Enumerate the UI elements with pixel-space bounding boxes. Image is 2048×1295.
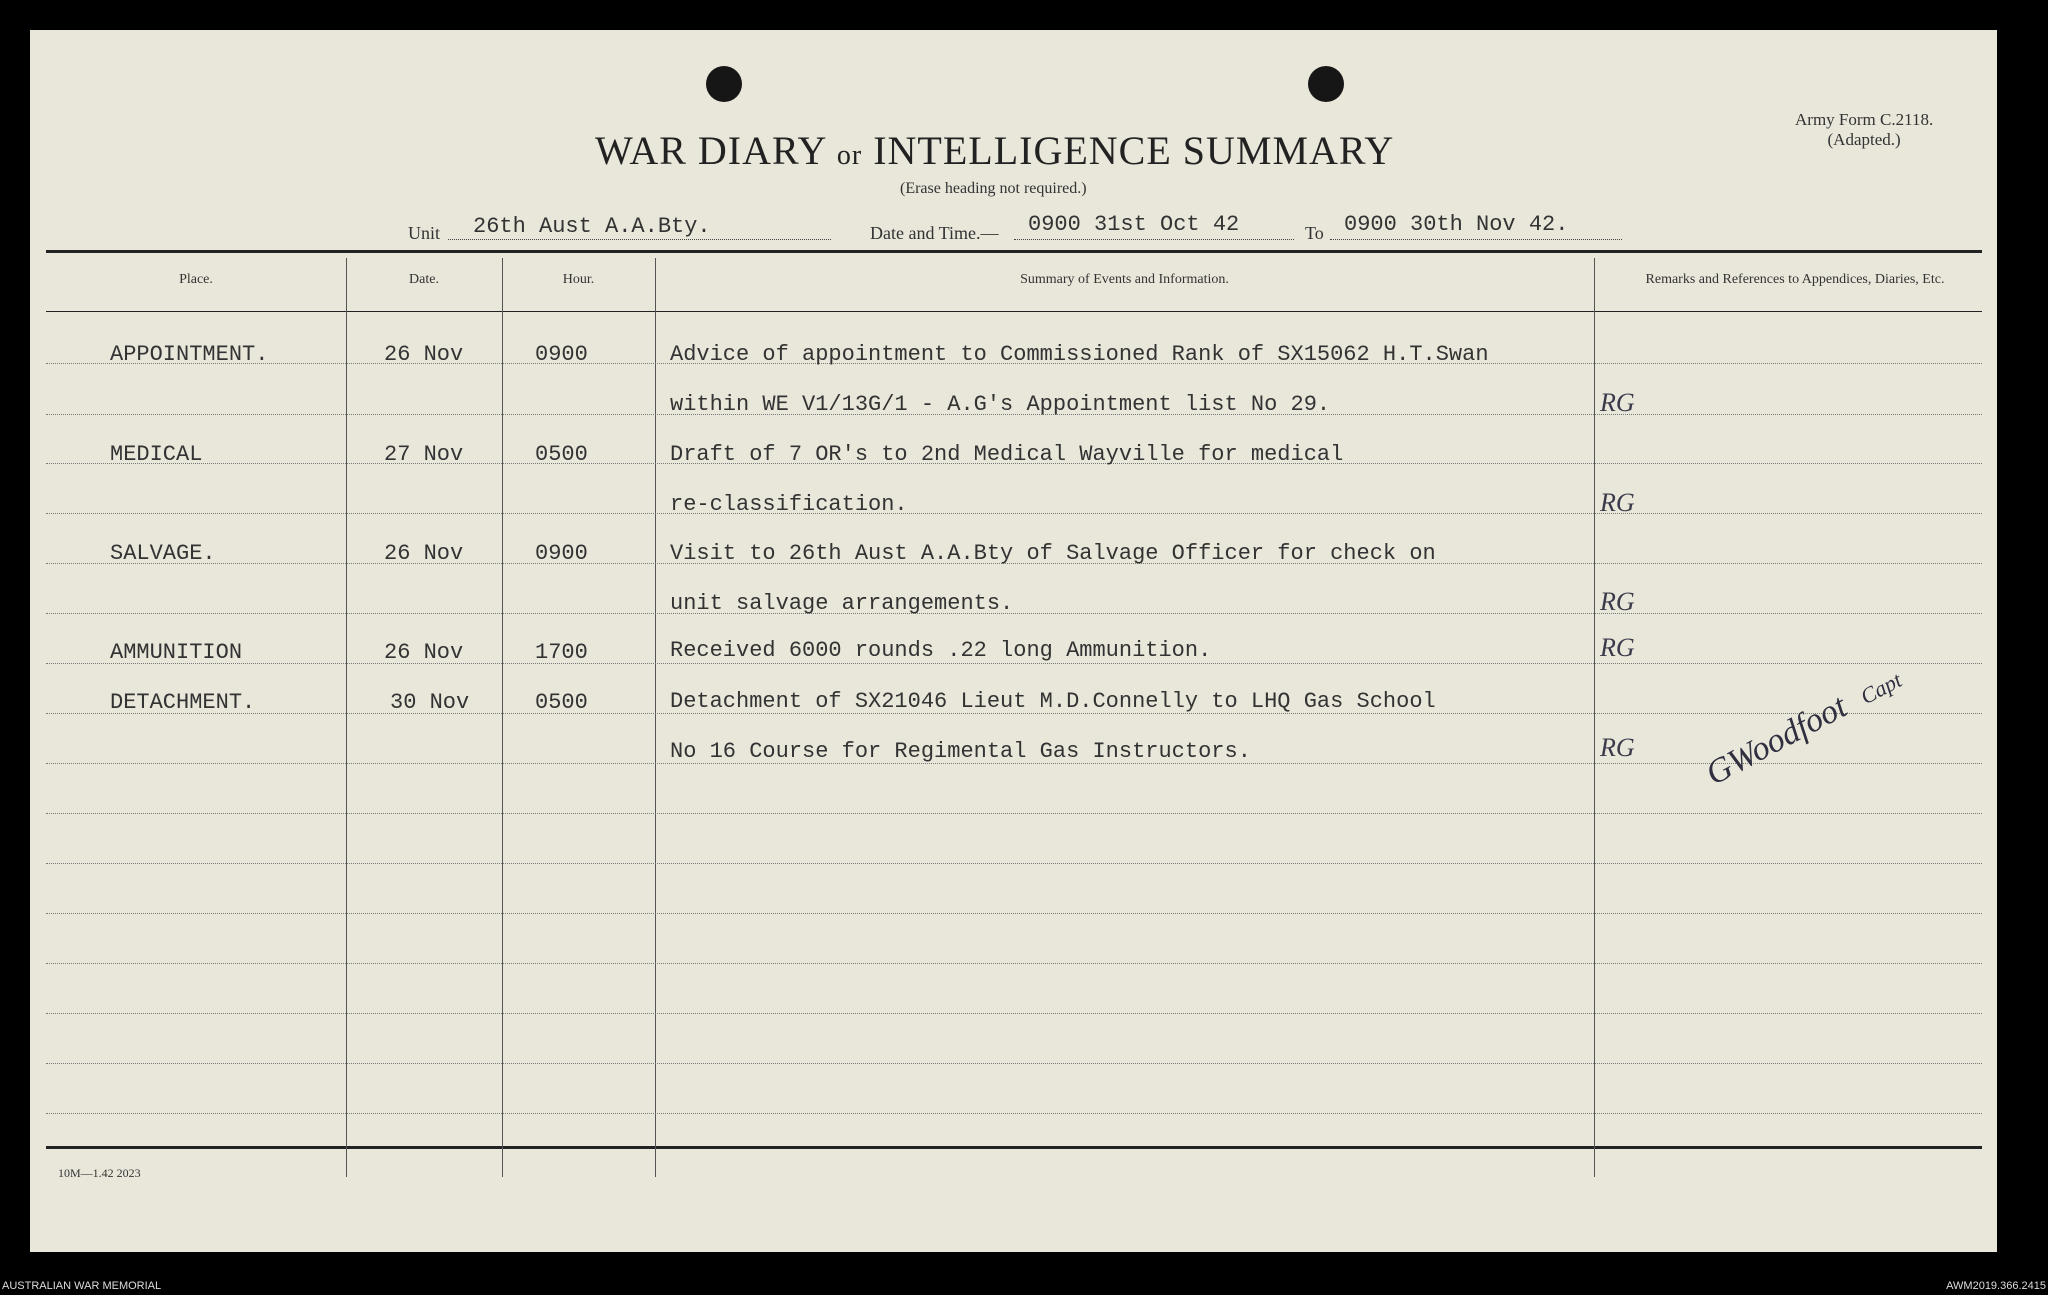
subtitle: (Erase heading not required.): [900, 180, 1087, 197]
entry-initials: RG: [1600, 587, 1635, 616]
punch-hole: [706, 66, 742, 102]
entry-hour: 0500: [535, 690, 588, 715]
entry-summary-line: Advice of appointment to Commissioned Rank of SX15062 H.T.Swan: [670, 342, 1489, 367]
entry-place: APPOINTMENT.: [110, 342, 269, 367]
col-header-remarks: Remarks and References to Appendices, Diaries, Etc.: [1645, 272, 1945, 287]
date-to: 0900 30th Nov 42.: [1344, 212, 1569, 237]
entry-initials: RG: [1600, 733, 1635, 762]
diary-sheet: [30, 30, 1997, 1252]
form-code: 10M—1.42 2023: [58, 1166, 141, 1180]
entry-summary-line: Received 6000 rounds .22 long Ammunition.: [670, 638, 1212, 663]
entry-initials: RG: [1600, 388, 1635, 417]
entry-date: 27 Nov: [384, 442, 464, 467]
entry-hour: 1700: [535, 640, 588, 665]
entry-summary-line: Visit to 26th Aust A.A.Bty of Salvage Officer for check on: [670, 541, 1436, 566]
entry-summary-line: Detachment of SX21046 Lieut M.D.Connelly to LHQ Gas School: [670, 689, 1436, 714]
entry-place: AMMUNITION: [110, 640, 243, 665]
entry-summary-line: Draft of 7 OR's to 2nd Medical Wayville for medical: [670, 442, 1344, 467]
entry-initials: RG: [1600, 488, 1635, 517]
entry-place: DETACHMENT.: [110, 690, 256, 715]
entry-date: 26 Nov: [384, 640, 464, 665]
punch-hole: [1308, 66, 1344, 102]
col-header-date: Date.: [409, 272, 439, 287]
date-from: 0900 31st Oct 42: [1028, 212, 1240, 237]
entry-initials: RG: [1600, 633, 1635, 662]
entry-hour: 0500: [535, 442, 588, 467]
entry-summary-line: unit salvage arrangements.: [670, 591, 1014, 616]
entry-summary-line: re-classification.: [670, 492, 908, 517]
to-label: To: [1305, 223, 1324, 243]
signature: GWoodfoot Capt: [1700, 667, 1906, 793]
col-header-place: Place.: [179, 272, 213, 287]
entry-date: 26 Nov: [384, 541, 464, 566]
date-time-label: Date and Time.—: [870, 223, 999, 243]
col-header-hour: Hour.: [562, 272, 595, 287]
col-header-summary: Summary of Events and Information.: [1020, 272, 1229, 287]
entry-place: SALVAGE.: [110, 541, 216, 566]
entry-place: MEDICAL: [110, 442, 203, 467]
unit-value: 26th Aust A.A.Bty.: [473, 214, 711, 239]
army-form-label: Army Form C.2118. (Adapted.): [1795, 110, 1934, 149]
unit-label: Unit: [408, 223, 441, 243]
entry-date: 26 Nov: [384, 342, 464, 367]
archive-caption-right: AWM2019.366.2415: [1946, 1280, 2046, 1292]
entry-hour: 0900: [535, 342, 588, 367]
entry-hour: 0900: [535, 541, 588, 566]
entry-date: 30 Nov: [390, 690, 470, 715]
archive-caption-left: AUSTRALIAN WAR MEMORIAL: [2, 1280, 162, 1292]
entry-summary-line: No 16 Course for Regimental Gas Instructors.: [670, 739, 1251, 764]
entry-summary-line: within WE V1/13G/1 - A.G's Appointment list No 29.: [670, 392, 1331, 417]
page-title: WAR DIARY or INTELLIGENCE SUMMARY: [595, 128, 1395, 173]
